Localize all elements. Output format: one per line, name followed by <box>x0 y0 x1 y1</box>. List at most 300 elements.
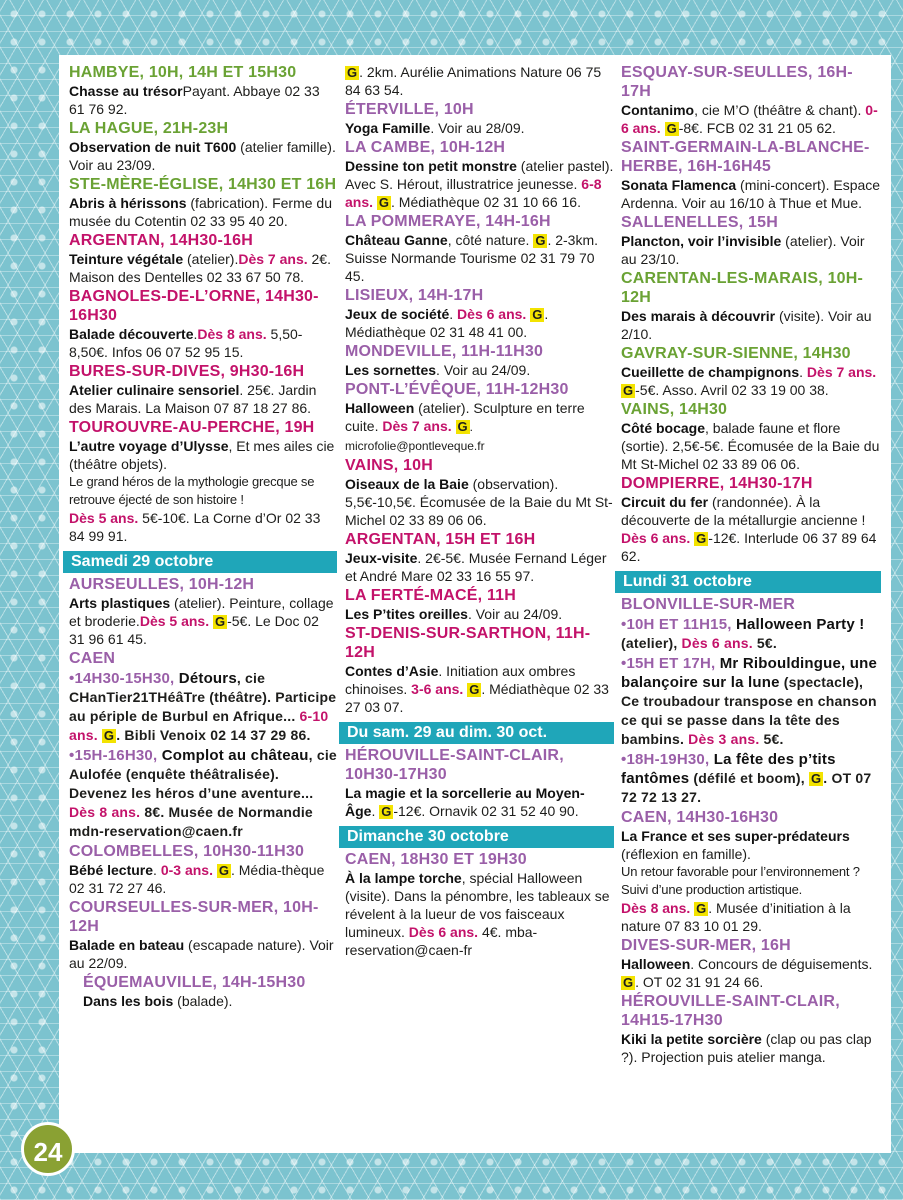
free-badge: G <box>532 307 543 322</box>
entry-info: 5,50-8,50€. Infos 06 07 52 95 15. <box>69 326 303 360</box>
entry-details <box>69 992 337 1010</box>
entry-details <box>345 305 614 341</box>
agenda-entry <box>621 615 881 653</box>
entry-title: Arts plastiques <box>69 595 171 611</box>
day-header: Samedi 29 octobre <box>63 551 337 573</box>
entry-heading <box>345 746 614 784</box>
entry-place: CAEN <box>69 650 116 667</box>
entry-place: VAINS <box>345 457 394 474</box>
entry-details <box>621 176 881 212</box>
entry-body: , spécial Halloween (visite). Dans la pénombre, les tableaux se révelent à la lueur de vos faisceaux lumineux. <box>345 870 610 940</box>
age-label: 6-8 ans. <box>345 176 602 210</box>
entry-body: (atelier). Sculpture en terre cuite. <box>345 400 585 434</box>
agenda-entry <box>69 746 337 841</box>
entry-body: . 25€. Jardin des Marais. La Maison 07 87 18 27 86. <box>69 382 317 416</box>
agenda-entry <box>621 750 881 807</box>
entry-heading <box>345 342 614 361</box>
entry-heading <box>621 992 881 1030</box>
entry-place: HÉROUVILLE-SAINT-CLAIR <box>345 747 560 764</box>
entry-details <box>69 82 337 118</box>
entry-title: La magie et la sorcellerie au Moyen-Âge <box>345 785 585 819</box>
entry-heading <box>69 119 337 138</box>
entry-heading <box>621 654 881 749</box>
agenda-entry <box>345 342 614 379</box>
entry-title: Dans les bois <box>83 993 174 1009</box>
entry-title: Atelier culinaire sensoriel <box>69 382 240 398</box>
entry-details <box>345 119 614 137</box>
entry-time: , 14H15-17H30 <box>621 993 840 1029</box>
entry-title: Jeux-visite <box>345 550 418 566</box>
entry-heading <box>69 287 337 325</box>
entry-place: ESQUAY-SUR-SEULLES <box>621 64 809 81</box>
entry-place: ARGENTAN <box>345 531 437 548</box>
entry-heading <box>345 530 614 549</box>
entry-body: . Voir au 28/09. <box>430 120 525 136</box>
entry-body: (atelier). Peinture, collage et broderie. <box>69 595 334 629</box>
entry-time: , 14H-17H <box>408 287 484 304</box>
entry-place: SAINT-GERMAIN-LA-BLANCHE-HERBE <box>621 139 870 175</box>
entry-info: . OT 02 31 91 24 66. <box>635 974 764 990</box>
entry-body: (clap ou pas clap ?). Projection puis atelier manga. <box>621 1031 872 1065</box>
column-2 <box>345 63 614 960</box>
entry-title: Circuit du fer <box>621 494 709 510</box>
entry-info: 2€. Maison des Dentelles 02 33 67 50 78. <box>69 251 331 285</box>
entry-details <box>621 101 881 137</box>
entry-title: Détours <box>178 670 237 687</box>
entry-place: TOUROUVRE-AU-PERCHE <box>69 419 276 436</box>
entry-time: , 10H30-17H30 <box>345 747 564 783</box>
age-label: 0-6 ans. <box>621 102 878 136</box>
entry-heading <box>345 100 614 119</box>
entry-time: , 14H-15H30 <box>212 974 306 991</box>
agenda-entry <box>621 138 881 212</box>
entry-time: , 14H30-16H30 <box>667 809 779 826</box>
free-badge: G <box>666 121 677 136</box>
entry-details <box>345 784 614 820</box>
entry-heading <box>345 212 614 231</box>
entry-heading <box>69 669 337 745</box>
page-number: 24 <box>21 1122 75 1176</box>
entry-body: . 2€-5€. Musée Fernand Léger et André Mare 02 33 16 55 97. <box>345 550 607 584</box>
entry-time: , 19H <box>275 419 315 436</box>
entry-details <box>345 63 614 99</box>
entry-time: •14H30-15H30, <box>69 670 179 687</box>
entry-place: DIVES-SUR-MER <box>621 937 752 954</box>
entry-place: LA CAMBE <box>345 139 431 156</box>
entry-details <box>621 493 881 565</box>
free-badge: G <box>469 682 480 697</box>
entry-title: L’autre voyage d’Ulysse <box>69 438 229 454</box>
entry-info: 8€. Musée de Normandie mdn-reservation@caen.fr <box>69 804 313 839</box>
entry-details <box>621 232 881 268</box>
entry-place: VAINS <box>621 401 670 418</box>
free-badge: G <box>535 233 546 248</box>
day-header: Du sam. 29 au dim. 30 oct. <box>339 722 614 744</box>
entry-details <box>69 138 337 174</box>
agenda-entry <box>345 380 614 455</box>
age-label: Dès 5 ans. <box>139 613 210 629</box>
entry-heading <box>621 344 881 363</box>
entry-title: Complot au château <box>161 747 309 764</box>
free-badge: G <box>457 419 468 434</box>
entry-description: Le grand héros de la mythologie grecque se retrouve éjecté de son histoire ! <box>69 474 315 507</box>
entry-info: . microfolie@pontleveque.fr <box>345 420 485 453</box>
entry-heading <box>621 400 881 419</box>
entry-heading <box>621 808 881 827</box>
agenda-entry <box>345 850 614 959</box>
entry-details <box>69 325 337 361</box>
entry-time: , 10H <box>393 457 433 474</box>
agenda-entry <box>621 595 881 614</box>
entry-title: Yoga Famille <box>345 120 431 136</box>
entry-place: CARENTAN-LES-MARAIS <box>621 270 819 287</box>
entry-info: . Médiathèque 02 33 27 03 07. <box>345 681 609 715</box>
agenda-entry <box>69 175 337 230</box>
entry-body: (observation). 5,5€-10,5€. Écomusée de la Baie du Mt St-Michel 02 33 89 06 06. <box>345 476 613 528</box>
entry-time: , 15H ET 16H <box>436 531 536 548</box>
entry-title: Observation de nuit T600 <box>69 139 237 155</box>
entry-place: LA FERTÉ-MACÉ <box>345 587 478 604</box>
entry-body: Payant. Abbaye 02 33 61 76 92. <box>69 83 320 117</box>
agenda-entry <box>345 456 614 529</box>
entry-details <box>345 662 614 716</box>
entry-title: Halloween <box>621 956 691 972</box>
agenda-entry <box>69 231 337 286</box>
entry-title: Plancton, voir l’invisible <box>621 233 782 249</box>
entry-time: , 10H-12H <box>69 899 319 935</box>
entry-details <box>621 363 881 399</box>
entry-info: . Médiathèque 02 31 10 66 16. <box>391 194 581 210</box>
entry-body: (mini-concert). Espace Ardenna. Voir au 16/10 à Thue et Mue. <box>621 177 881 211</box>
entry-body: . <box>799 364 804 380</box>
entry-place: DOMPIERRE <box>621 475 720 492</box>
agenda-entry <box>345 586 614 623</box>
entry-body: (visite). Voir au 2/10. <box>621 308 872 342</box>
entry-description: Un retour favorable pour l’environnement ? Suivi d’une production artistique. <box>621 864 860 897</box>
entry-title: Teinture végétale <box>69 251 184 267</box>
agenda-entry <box>621 63 881 137</box>
agenda-entry <box>345 746 614 820</box>
entry-details <box>684 731 784 747</box>
age-label: Dès 3 ans. <box>684 731 760 747</box>
agenda-entry <box>69 119 337 174</box>
entry-body: (réflexion en famille). <box>621 846 751 862</box>
agenda-entry <box>621 269 881 343</box>
day-header: Lundi 31 octobre <box>615 571 881 593</box>
entry-place: GAVRAY-SUR-SIENNE <box>621 345 794 362</box>
free-badge: G <box>347 65 358 80</box>
entry-title: Balade en bateau <box>69 937 185 953</box>
entry-details <box>345 157 614 211</box>
entry-body: (randonnée). À la découverte de la métallurgie ancienne ! <box>621 494 866 528</box>
agenda-entry <box>345 100 614 137</box>
entry-body: . <box>449 306 454 322</box>
entry-details <box>345 869 614 959</box>
agenda-entry <box>621 400 881 473</box>
entry-time: , 14H30 <box>793 345 851 362</box>
entry-place: SALLENELLES <box>621 214 739 231</box>
entry-body: , Et mes ailes cie (théâtre objets). <box>69 438 335 472</box>
entry-info: . OT 07 72 72 13 27. <box>621 770 872 805</box>
agenda-entry <box>621 992 881 1066</box>
entry-title: Bébé lecture <box>69 862 154 878</box>
entry-time: •10H ET 11H15, <box>621 616 736 633</box>
entry-time: , 10H <box>434 101 474 118</box>
entry-heading <box>621 63 881 101</box>
entry-time: , 16H-16H45 <box>678 158 771 175</box>
entry-title: Côté bocage <box>621 420 706 436</box>
agenda-entry <box>69 973 337 1010</box>
entry-info: -8€. FCB 02 31 21 05 62. <box>678 120 836 136</box>
entry-place: STE-MÈRE-ÉGLISE <box>69 176 219 193</box>
entry-place: BURES-SUR-DIVES <box>69 363 221 380</box>
entry-details <box>69 194 337 230</box>
entry-body: , cie M’O (théâtre & chant). <box>694 102 862 118</box>
age-label: Dès 6 ans. <box>453 306 527 322</box>
agenda-entry <box>345 530 614 585</box>
entry-details <box>621 419 881 473</box>
agenda-entry <box>621 344 881 399</box>
age-label: 3-6 ans. <box>407 681 464 697</box>
entry-time: , 14H30-17H <box>719 475 813 492</box>
entry-info: 5€. <box>759 731 784 747</box>
entry-time: •15H ET 17H, <box>621 655 720 672</box>
entry-time: , 15H <box>738 214 779 231</box>
entry-title: Abris à hérissons <box>69 195 187 211</box>
free-badge: G <box>623 383 634 398</box>
age-label: Dès 7 ans. <box>378 418 452 434</box>
entry-heading <box>69 842 337 861</box>
free-badge: G <box>623 975 634 990</box>
entry-time: , 16H-17H <box>621 64 853 100</box>
entry-body: . <box>371 803 376 819</box>
entry-details <box>345 231 614 285</box>
entry-body: (escapade nature). Voir au 22/09. <box>69 937 334 971</box>
entry-info: -5€. Le Doc 02 31 96 61 45. <box>69 613 319 647</box>
entry-info: . Musée d’initiation à la nature 07 83 10 01 29. <box>621 900 851 934</box>
entry-time: , 14H30-16H30 <box>69 288 319 324</box>
agenda-entry <box>69 362 337 417</box>
free-badge: G <box>218 863 229 878</box>
entry-time: , 18H30 ET 19H30 <box>391 851 527 868</box>
entry-body: (défilé et boom), <box>689 770 805 786</box>
entry-title: Halloween <box>345 400 415 416</box>
entry-heading <box>69 575 337 594</box>
entry-place: BLONVILLE-SUR-MER <box>621 596 796 613</box>
entry-details <box>345 361 614 379</box>
entry-time: , 16H <box>751 937 791 954</box>
entry-heading <box>621 269 881 307</box>
entry-heading <box>345 286 614 305</box>
entry-title: La fête des p’tits fantômes <box>621 751 836 787</box>
entry-time: , 14H30-16H <box>160 232 253 249</box>
age-label: Dès 8 ans. <box>69 804 141 820</box>
entry-body: . <box>193 326 198 342</box>
agenda-entry <box>69 287 337 361</box>
entry-details <box>621 307 881 343</box>
free-badge: G <box>810 771 822 786</box>
entry-title: Contes d’Asie <box>345 663 439 679</box>
agenda-entry <box>621 654 881 749</box>
entry-place: CAEN <box>621 809 668 826</box>
entry-heading <box>621 936 881 955</box>
age-label: 0-3 ans. <box>156 862 213 878</box>
entry-time: •18H-19H30, <box>621 751 714 768</box>
entry-body: (atelier pastel). Avec S. Hérout, illustratrice jeunesse. <box>345 158 614 192</box>
agenda-entry <box>621 213 881 268</box>
entry-heading <box>69 898 337 936</box>
entry-title: Chasse au trésor <box>69 83 183 99</box>
entry-title: Les sornettes <box>345 362 437 378</box>
entry-details <box>69 936 337 972</box>
entry-heading <box>345 380 614 399</box>
entry-title: Mr Ribouldingue, une balançoire sur la lune <box>621 655 878 691</box>
entry-title: À la lampe torche <box>345 870 462 886</box>
free-badge: G <box>103 728 115 743</box>
entry-time: , 10H30-11H30 <box>193 843 305 860</box>
entry-title: Kiki la petite sorcière <box>621 1031 762 1047</box>
agenda-entry <box>621 936 881 991</box>
entry-title: Château Ganne <box>345 232 448 248</box>
entry-info: . Bibli Venoix 02 14 37 29 86. <box>116 727 311 743</box>
entry-time: , 10H-12H <box>179 576 255 593</box>
entry-body: (spectacle), Ce troubadour transpose en chanson ce qui se passe dans la tête des bambins. <box>621 674 877 747</box>
agenda-entry <box>345 63 614 99</box>
entry-place: COURSEULLES-SUR-MER <box>69 899 274 916</box>
agenda-entry <box>345 624 614 716</box>
entry-place: ÉTERVILLE <box>345 101 435 118</box>
agenda-entry <box>345 286 614 341</box>
agenda-entry <box>621 808 881 935</box>
entry-body: , cie CHanTier21THéâTre (théâtre). Participe au périple de Burbul en Afrique... <box>69 670 337 724</box>
entry-heading <box>345 586 614 605</box>
agenda-entry <box>69 418 337 545</box>
entry-heading <box>621 138 881 176</box>
entry-info: 5€. <box>752 635 777 651</box>
entry-place: MONDEVILLE <box>345 343 452 360</box>
entry-place: HAMBYE <box>69 64 140 81</box>
free-badge: G <box>696 901 707 916</box>
entry-body: . Voir au 24/09. <box>436 362 531 378</box>
age-label: 6-10 ans. <box>69 708 329 743</box>
entry-time: , 10H-12H <box>621 270 864 306</box>
entry-title: Les P’tites oreilles <box>345 606 468 622</box>
entry-title: Oiseaux de la Baie <box>345 476 469 492</box>
entry-info: -12€. Interlude 06 37 89 64 62. <box>621 530 877 564</box>
entry-time: , 14H30 <box>669 401 728 418</box>
entry-title: Balade découverte <box>69 326 194 342</box>
entry-time: , 14H-16H <box>476 213 551 230</box>
entry-heading <box>69 63 337 82</box>
entry-heading <box>345 138 614 157</box>
entry-title: Sonata Flamenca <box>621 177 737 193</box>
age-label: Dès 6 ans. <box>677 635 753 651</box>
entry-place: ÉQUEMAUVILLE <box>83 974 213 991</box>
entry-time: , 11H <box>477 587 517 604</box>
entry-info: -5€. Asso. Avril 02 33 19 00 38. <box>635 382 829 398</box>
agenda-entry <box>345 138 614 211</box>
entry-body: . 2km. Aurélie Animations Nature 06 75 84 63 54. <box>345 64 602 98</box>
entry-details <box>677 635 777 651</box>
age-label: Dès 6 ans. <box>404 924 479 940</box>
entry-details <box>69 250 337 286</box>
entry-place: BAGNOLES-DE-L’ORNE <box>69 288 256 305</box>
agenda-entry <box>69 63 337 118</box>
entry-details <box>69 804 313 839</box>
entry-heading <box>69 418 337 437</box>
agenda-entry <box>69 669 337 745</box>
entry-info: . Médiathèque 02 31 48 41 00. <box>345 306 549 340</box>
entry-place: AURSEULLES <box>69 576 180 593</box>
entry-heading <box>621 750 881 807</box>
entry-details <box>69 594 337 648</box>
entry-time: , 10H, 14H ET 15H30 <box>139 64 297 81</box>
entry-place: PONT-L’ÉVÊQUE <box>345 381 477 398</box>
entry-heading <box>69 746 337 841</box>
entry-heading <box>69 362 337 381</box>
entry-time: , 10H-12H <box>430 139 506 156</box>
entry-heading <box>69 231 337 250</box>
entry-heading <box>69 649 337 668</box>
entry-place: LA HAGUE <box>69 120 154 137</box>
entry-heading <box>621 595 881 614</box>
entry-place: LA POMMERAYE <box>345 213 477 230</box>
entry-body: , balade faune et flore (sortie). 2,5€-5€. Écomusée de la Baie du Mt St-Michel 02 33 89 06 06. <box>621 420 880 472</box>
entry-place: ST-DENIS-SUR-SARTHON <box>345 625 547 642</box>
entry-time: , 21H-23H <box>153 120 229 137</box>
entry-time: , 11H-12H30 <box>476 381 569 398</box>
age-label: Dès 7 ans. <box>238 251 308 267</box>
agenda-page <box>59 55 891 1153</box>
entry-place: COLOMBELLES <box>69 843 194 860</box>
entry-place: HÉROUVILLE-SAINT-CLAIR <box>621 993 836 1010</box>
entry-details <box>621 955 881 991</box>
entry-heading <box>69 973 337 992</box>
entry-title: Cueillette de champignons <box>621 364 800 380</box>
agenda-entry <box>69 649 337 668</box>
entry-details <box>69 861 337 897</box>
entry-place: LISIEUX <box>345 287 409 304</box>
free-badge: G <box>214 614 226 629</box>
entry-time: , 11H-12H <box>345 625 591 661</box>
entry-details <box>345 399 614 455</box>
entry-title: Des marais à découvrir <box>621 308 776 324</box>
column-3 <box>621 63 881 1067</box>
entry-heading <box>621 474 881 493</box>
entry-info: -12€. Ornavik 02 31 52 40 90. <box>393 803 579 819</box>
entry-time: , 9H30-16H <box>220 363 305 380</box>
agenda-entry <box>69 898 337 972</box>
entry-body: (fabrication). Ferme du musée du Cotentin 02 33 95 40 20. <box>69 195 332 229</box>
entry-time: , 14H30 ET 16H <box>218 176 337 193</box>
entry-title: La France et ses super-prédateurs <box>621 828 850 844</box>
age-label: Dès 5 ans. <box>69 510 139 526</box>
entry-body: , côté nature. <box>447 232 530 248</box>
entry-body: . Concours de déguisements. <box>690 956 873 972</box>
entry-body: (atelier famille). Voir au 23/09. <box>69 139 336 173</box>
entry-info: 4€. mba-reservation@caen-fr <box>345 924 538 958</box>
entry-heading <box>345 624 614 662</box>
entry-info: 5€-10€. La Corne d’Or 02 33 84 99 91. <box>69 510 321 544</box>
free-badge: G <box>378 195 390 210</box>
entry-body: (atelier). <box>183 251 239 267</box>
entry-body: . Initiation aux ombres chinoises. <box>345 663 576 697</box>
entry-heading <box>345 456 614 475</box>
agenda-entry <box>621 474 881 565</box>
entry-time: •15H-16H30, <box>69 747 162 764</box>
age-label: Dès 8 ans. <box>621 900 691 916</box>
entry-body: . Voir au 24/09. <box>467 606 563 622</box>
